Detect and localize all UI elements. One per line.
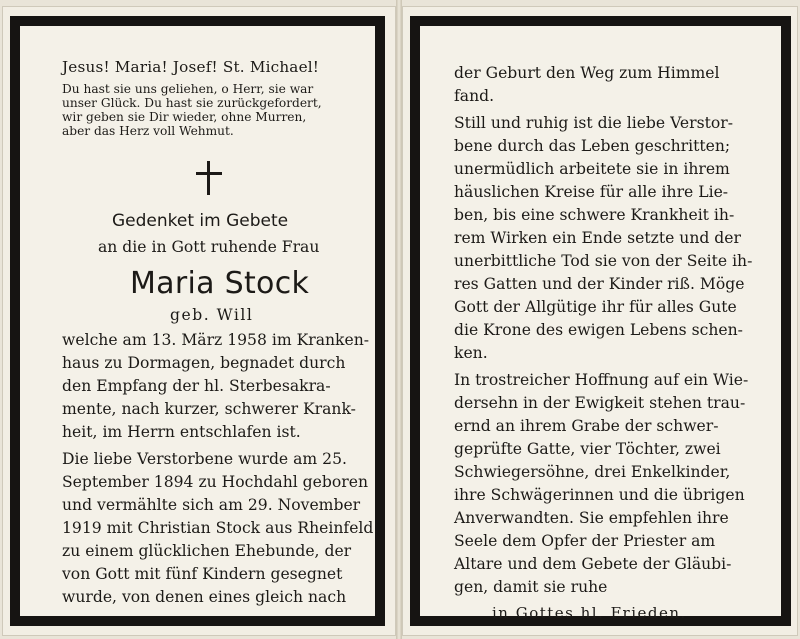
body-line: mente, nach kurzer, schwerer Krank- bbox=[62, 400, 356, 418]
subline: an die in Gott ruhende Frau bbox=[98, 238, 320, 256]
body-line: September 1894 zu Hochdahl geboren bbox=[62, 473, 368, 491]
closing-line: in Gottes hl. Frieden. bbox=[492, 604, 687, 622]
body-line: gen, damit sie ruhe bbox=[454, 578, 608, 596]
left-black-border bbox=[10, 16, 385, 626]
right-black-border bbox=[410, 16, 791, 626]
prayer-line: unser Glück. Du hast sie zurückgefordert, bbox=[62, 96, 322, 110]
prayer-line: wir geben sie Dir wieder, ohne Murren, bbox=[62, 110, 307, 124]
body-line: ken. bbox=[454, 344, 488, 362]
right-content bbox=[420, 26, 781, 622]
body-line: bene durch das Leben geschritten; bbox=[454, 137, 731, 155]
body-line: Altare und dem Gebete der Gläubi- bbox=[454, 555, 732, 573]
body-line: zu einem glücklichen Ehebunde, der bbox=[62, 542, 352, 560]
left-content bbox=[20, 26, 375, 616]
body-line: und vermählte sich am 29. November bbox=[62, 496, 361, 514]
body-line: res Gatten und der Kinder riß. Möge bbox=[454, 275, 745, 293]
body-line: geprüfte Gatte, vier Töchter, zwei bbox=[454, 440, 721, 458]
body-line: rem Wirken ein Ende setzte und der bbox=[454, 229, 741, 247]
body-line: wurde, von denen eines gleich nach bbox=[62, 588, 347, 606]
body-line: fand. bbox=[454, 87, 495, 105]
body-line: haus zu Dormagen, begnadet durch bbox=[62, 354, 346, 372]
body-line: unerbittliche Tod sie von der Seite ih- bbox=[454, 252, 753, 270]
body-line: Die liebe Verstorbene wurde am 25. bbox=[62, 450, 347, 468]
body-line: dersehn in der Ewigkeit stehen trau- bbox=[454, 394, 746, 412]
body-line: ihre Schwägerinnen und die übrigen bbox=[454, 486, 745, 504]
body-line: den Empfang der hl. Sterbesakra- bbox=[62, 377, 331, 395]
fold-line bbox=[396, 0, 402, 639]
body-line: heit, im Herrn entschlafen ist. bbox=[62, 423, 301, 441]
body-line: häuslichen Kreise für alle ihre Lie- bbox=[454, 183, 729, 201]
body-line: 1919 mit Christian Stock aus Rheinfeld bbox=[62, 519, 374, 537]
body-line: Schwiegersöhne, drei Enkelkinder, bbox=[454, 463, 731, 481]
body-line: der Geburt den Weg zum Himmel bbox=[454, 64, 720, 82]
body-line: von Gott mit fünf Kindern gesegnet bbox=[62, 565, 343, 583]
body-line: die Krone des ewigen Lebens schen- bbox=[454, 321, 743, 339]
body-line: In trostreicher Hoffnung auf ein Wie- bbox=[454, 371, 749, 389]
body-line: Still und ruhig ist die liebe Verstor- bbox=[454, 114, 733, 132]
body-line: Seele dem Opfer der Priester am bbox=[454, 532, 716, 550]
invocation-header: Jesus! Maria! Josef! St. Michael! bbox=[62, 58, 320, 76]
body-line: ernd an ihrem Grabe der schwer- bbox=[454, 417, 719, 435]
body-line: Anverwandten. Sie empfehlen ihre bbox=[454, 509, 729, 527]
body-line: Gott der Allgütige ihr für alles Gute bbox=[454, 298, 737, 316]
maiden-name: geb. Will bbox=[170, 306, 254, 324]
cross-icon bbox=[196, 161, 222, 195]
body-line: ben, bis eine schwere Krankheit ih- bbox=[454, 206, 735, 224]
prayer-line: Du hast sie uns geliehen, o Herr, sie war bbox=[62, 82, 314, 96]
deceased-name: Maria Stock bbox=[130, 266, 310, 301]
body-line: welche am 13. März 1958 im Kranken- bbox=[62, 331, 370, 349]
gedenket-heading: Gedenket im Gebete bbox=[112, 211, 289, 231]
body-line: unermüdlich arbeitete sie in ihrem bbox=[454, 160, 730, 178]
prayer-line: aber das Herz voll Wehmut. bbox=[62, 124, 234, 138]
